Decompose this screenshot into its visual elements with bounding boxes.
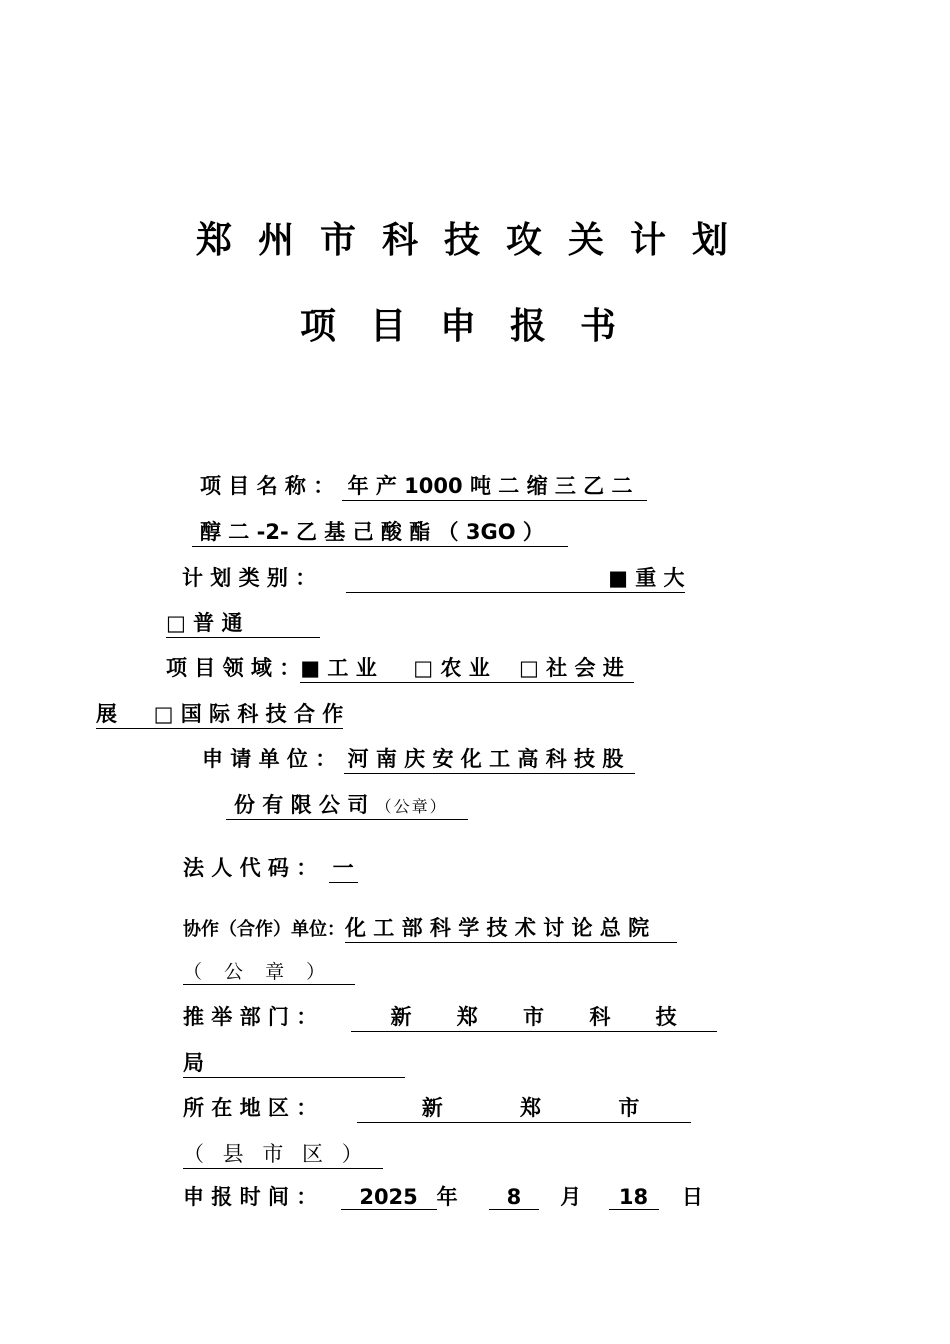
region-value: 新 郑 市 [357,1092,691,1123]
legal-code-value: 一 [329,852,358,883]
recommender-label: 推 举 部 门 ： [183,1005,318,1029]
field-opt-industry: ■ 工 业 [300,656,377,680]
field-row [166,652,634,683]
date-label: 申 报 时 间 ： [183,1185,318,1209]
applicant-value: 河 南 庆 安 化 工 高 科 技 股 [344,743,636,774]
project-name-label: 项 目 名 称 ： [200,474,335,498]
cooperator-value: 化 工 部 科 学 技 术 讨 论 总 院 [345,912,677,943]
field-opt-social: □ 社 会 进 [519,656,624,680]
plan-type-label: 计 划 类 别 ： [182,566,317,590]
date-row [183,1181,703,1211]
region-row-2 [183,1138,383,1169]
date-day: 18 [609,1185,659,1210]
region-row [183,1092,691,1123]
plan-type-option-major: ■ 重 大 [346,562,685,593]
applicant-value-cont: 份 有 限 公 司 [234,793,369,817]
date-month: 8 [489,1185,539,1210]
cooperator-label: 协作（合作）单位： [183,919,345,940]
cooperator-row [183,912,677,943]
field-opt-social-cont: 展 [96,702,117,726]
field-opt-agriculture: □ 农 业 [413,656,490,680]
recommender-value: 新 郑 市 科 技 [351,1001,717,1032]
applicant-seal: （公章） [375,797,448,816]
cooperator-row-2 [183,957,355,985]
project-name-value-cont: 醇 二 -2- 乙 基 己 酸 酯 （ 3GO ） [192,516,568,547]
legal-code-label: 法 人 代 码 ： [183,856,318,880]
date-year-unit: 年 [436,1185,458,1209]
project-name-row-2 [192,516,568,547]
field-opt-international: □ 国 际 科 技 合 作 [153,702,344,726]
applicant-row-2 [226,789,468,820]
plan-type-row-2 [166,607,320,638]
plan-type-option-normal: □ 普 通 [166,607,320,638]
region-label: 所 在 地 区 ： [183,1096,318,1120]
region-suffix: （ 县 市 区 ） [183,1138,383,1169]
recommender-value-cont: 局 [183,1047,405,1078]
cooperator-seal: （ 公 章 ） [183,957,355,985]
recommender-row-2 [183,1047,405,1078]
field-label: 项 目 领 域 ： [166,656,301,680]
date-day-unit: 日 [681,1185,703,1209]
plan-type-row [182,562,685,593]
date-year: 2025 [341,1185,437,1210]
recommender-row [183,1001,717,1032]
applicant-label: 申 请 单 位 ： [202,747,337,771]
legal-code-row [183,852,358,883]
main-title: 郑州市科技攻关计划 [195,220,754,261]
sub-title: 项目申报书 [299,306,650,347]
date-month-unit: 月 [560,1185,582,1209]
project-name-row [200,470,647,501]
applicant-row [202,743,635,774]
project-name-value: 年 产 1000 吨 二 缩 三 乙 二 [342,470,647,501]
field-row-2 [96,698,343,729]
